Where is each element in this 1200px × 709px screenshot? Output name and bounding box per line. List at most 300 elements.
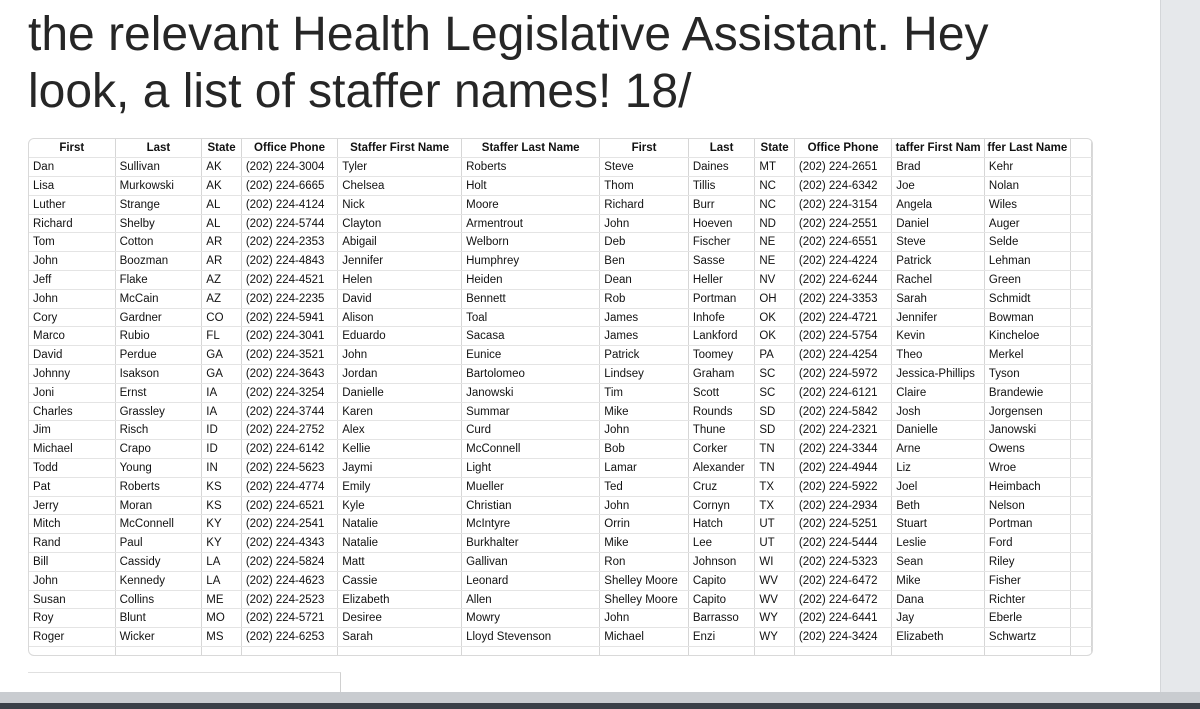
table-cell: WI [755, 553, 795, 572]
table-cell: Jorgensen [984, 402, 1070, 421]
page-side-gutter [1160, 0, 1200, 709]
table-cell: Rubio [115, 327, 202, 346]
table-cell-empty [241, 647, 337, 656]
table-cell: James [600, 327, 689, 346]
table-cell: Roberts [115, 477, 202, 496]
table-cell: (202) 224-6472 [794, 590, 891, 609]
table-cell: Danielle [338, 383, 462, 402]
table-cell: Tom [29, 233, 115, 252]
table-cell: Selde [984, 233, 1070, 252]
table-cell: WY [755, 628, 795, 647]
table-cell: IA [202, 383, 242, 402]
table-cell: (202) 224-4944 [794, 459, 891, 478]
table-cell: John [600, 214, 689, 233]
table-cell: (202) 224-6472 [794, 571, 891, 590]
table-cell-empty [115, 647, 202, 656]
table-cell: (202) 224-4774 [241, 477, 337, 496]
tweet-text-line-1: the relevant Health Legislative Assistant. Hey [28, 8, 989, 61]
table-cell: Rachel [892, 271, 985, 290]
table-cell: (202) 224-3004 [241, 158, 337, 177]
table-cell: Bowman [984, 308, 1070, 327]
table-row [29, 515, 1092, 534]
table-cell: Abigail [338, 233, 462, 252]
table-cell: ID [202, 421, 242, 440]
table-cell: Flake [115, 271, 202, 290]
table-cell: Eberle [984, 609, 1070, 628]
table-cell: TN [755, 459, 795, 478]
table-cell: GA [202, 346, 242, 365]
table-cell: Todd [29, 459, 115, 478]
table-row [29, 496, 1092, 515]
table-cell: Tyson [984, 365, 1070, 384]
table-cell: (202) 224-5842 [794, 402, 891, 421]
table-cell: Jay [892, 609, 985, 628]
column-header: State [202, 139, 242, 158]
table-cell: Susan [29, 590, 115, 609]
table-cell: Brad [892, 158, 985, 177]
table-cell: (202) 224-6521 [241, 496, 337, 515]
table-cell: WV [755, 590, 795, 609]
table-cell: Auger [984, 214, 1070, 233]
table-cell: Jaymi [338, 459, 462, 478]
table-cell: NE [755, 252, 795, 271]
table-cell: Clayton [338, 214, 462, 233]
table-cell: (202) 224-3344 [794, 440, 891, 459]
table-cell: Helen [338, 271, 462, 290]
staffer-table [29, 139, 1092, 656]
table-cell: Lamar [600, 459, 689, 478]
table-cell: Grassley [115, 402, 202, 421]
table-cell: Jerry [29, 496, 115, 515]
table-row [29, 477, 1092, 496]
table-cell-empty [1070, 609, 1091, 628]
table-cell: Emily [338, 477, 462, 496]
table-cell: Mike [600, 402, 689, 421]
table-cell: Ford [984, 534, 1070, 553]
table-cell: Arne [892, 440, 985, 459]
table-cell: Cassie [338, 571, 462, 590]
table-cell: SC [755, 383, 795, 402]
table-cell: McCain [115, 289, 202, 308]
table-cell: AL [202, 214, 242, 233]
table-row [29, 177, 1092, 196]
table-cell-empty [1070, 496, 1091, 515]
table-cell: Bill [29, 553, 115, 572]
table-cell: Steve [892, 233, 985, 252]
table-cell: Bob [600, 440, 689, 459]
table-cell: WY [755, 609, 795, 628]
table-cell: David [338, 289, 462, 308]
table-cell: (202) 224-2934 [794, 496, 891, 515]
table-cell: (202) 224-5972 [794, 365, 891, 384]
table-cell: Wiles [984, 195, 1070, 214]
table-cell: Crapo [115, 440, 202, 459]
table-cell: Lloyd Stevenson [462, 628, 600, 647]
table-cell: Heiden [462, 271, 600, 290]
table-cell: Stuart [892, 515, 985, 534]
table-cell: UT [755, 534, 795, 553]
table-cell-empty [1070, 346, 1091, 365]
table-cell-empty [1070, 534, 1091, 553]
table-cell: Mike [892, 571, 985, 590]
table-cell: AR [202, 233, 242, 252]
table-cell: David [29, 346, 115, 365]
table-cell: Rounds [688, 402, 755, 421]
table-cell: Sullivan [115, 158, 202, 177]
table-cell: Theo [892, 346, 985, 365]
table-cell: Kehr [984, 158, 1070, 177]
table-cell: (202) 224-3041 [241, 327, 337, 346]
table-cell: Chelsea [338, 177, 462, 196]
table-cell: KS [202, 477, 242, 496]
table-cell-empty [462, 647, 600, 656]
table-cell: Toomey [688, 346, 755, 365]
table-cell: Michael [600, 628, 689, 647]
table-cell: (202) 224-5824 [241, 553, 337, 572]
table-cell-empty [1070, 271, 1091, 290]
table-cell: Steve [600, 158, 689, 177]
table-row [29, 158, 1092, 177]
table-cell: TX [755, 496, 795, 515]
table-cell: Moore [462, 195, 600, 214]
table-cell: UT [755, 515, 795, 534]
table-cell: (202) 224-3424 [794, 628, 891, 647]
table-cell: Shelley Moore [600, 590, 689, 609]
table-cell: OH [755, 289, 795, 308]
table-cell: (202) 224-5323 [794, 553, 891, 572]
table-cell: Ted [600, 477, 689, 496]
window-bottom-strip [0, 703, 1200, 709]
table-cell-empty [1070, 440, 1091, 459]
table-cell: MO [202, 609, 242, 628]
table-cell: Sarah [892, 289, 985, 308]
table-cell: Thune [688, 421, 755, 440]
table-cell-empty [1070, 477, 1091, 496]
table-row-cut-off [29, 647, 1092, 656]
table-cell-empty [1070, 421, 1091, 440]
table-cell-empty [1070, 647, 1091, 656]
table-row [29, 628, 1092, 647]
table-cell: ND [755, 214, 795, 233]
table-cell: Bennett [462, 289, 600, 308]
table-cell: Burkhalter [462, 534, 600, 553]
table-cell: Cotton [115, 233, 202, 252]
table-cell-empty [1070, 365, 1091, 384]
table-cell: Capito [688, 590, 755, 609]
table-cell: Portman [688, 289, 755, 308]
table-cell: Daniel [892, 214, 985, 233]
table-row [29, 571, 1092, 590]
table-cell: Portman [984, 515, 1070, 534]
column-header: State [755, 139, 795, 158]
table-cell: AK [202, 177, 242, 196]
table-cell-empty [338, 647, 462, 656]
table-cell: Capito [688, 571, 755, 590]
table-cell: Richard [600, 195, 689, 214]
table-cell: (202) 224-5721 [241, 609, 337, 628]
table-cell: Cornyn [688, 496, 755, 515]
table-cell: Young [115, 459, 202, 478]
table-cell: Armentrout [462, 214, 600, 233]
table-cell: PA [755, 346, 795, 365]
table-cell: Natalie [338, 515, 462, 534]
table-cell: Beth [892, 496, 985, 515]
table-cell: Alison [338, 308, 462, 327]
table-cell: Green [984, 271, 1070, 290]
table-cell-empty [984, 647, 1070, 656]
table-cell: (202) 224-4521 [241, 271, 337, 290]
table-cell: (202) 224-4124 [241, 195, 337, 214]
table-cell: KY [202, 515, 242, 534]
table-cell: Jim [29, 421, 115, 440]
table-cell: Heller [688, 271, 755, 290]
table-row [29, 459, 1092, 478]
column-header-empty [1070, 139, 1091, 158]
column-header: Last [688, 139, 755, 158]
table-cell-empty [202, 647, 242, 656]
table-cell: Roy [29, 609, 115, 628]
table-cell: Richter [984, 590, 1070, 609]
column-header: taffer First Nam [892, 139, 985, 158]
table-cell: Leonard [462, 571, 600, 590]
table-cell: McConnell [462, 440, 600, 459]
table-cell: Liz [892, 459, 985, 478]
table-cell: Holt [462, 177, 600, 196]
table-row [29, 383, 1092, 402]
table-cell: (202) 224-6253 [241, 628, 337, 647]
table-cell: Merkel [984, 346, 1070, 365]
table-cell: Mike [600, 534, 689, 553]
table-cell: Lee [688, 534, 755, 553]
table-cell: KS [202, 496, 242, 515]
table-cell: Ernst [115, 383, 202, 402]
table-cell-empty [1070, 327, 1091, 346]
table-cell: Shelley Moore [600, 571, 689, 590]
table-cell: (202) 224-3643 [241, 365, 337, 384]
table-cell: Wroe [984, 459, 1070, 478]
table-cell: (202) 224-5623 [241, 459, 337, 478]
table-cell: Graham [688, 365, 755, 384]
table-cell: SD [755, 402, 795, 421]
table-cell: Dean [600, 271, 689, 290]
table-cell: Johnson [688, 553, 755, 572]
table-row [29, 421, 1092, 440]
table-cell: AK [202, 158, 242, 177]
table-row [29, 214, 1092, 233]
table-cell: Allen [462, 590, 600, 609]
table-cell: Daines [688, 158, 755, 177]
table-cell-empty [1070, 252, 1091, 271]
table-cell: Lisa [29, 177, 115, 196]
table-cell: Natalie [338, 534, 462, 553]
table-cell: LA [202, 571, 242, 590]
table-cell: ME [202, 590, 242, 609]
table-cell: Deb [600, 233, 689, 252]
table-cell: (202) 224-4224 [794, 252, 891, 271]
table-cell: Sasse [688, 252, 755, 271]
table-cell-empty [794, 647, 891, 656]
table-cell: (202) 224-6342 [794, 177, 891, 196]
table-cell: Alex [338, 421, 462, 440]
table-cell: Kellie [338, 440, 462, 459]
table-cell: (202) 224-6665 [241, 177, 337, 196]
table-cell: ID [202, 440, 242, 459]
table-cell: (202) 224-3154 [794, 195, 891, 214]
table-row [29, 590, 1092, 609]
table-row [29, 308, 1092, 327]
table-cell: (202) 224-4623 [241, 571, 337, 590]
table-cell: Fischer [688, 233, 755, 252]
table-cell: Schmidt [984, 289, 1070, 308]
table-cell-empty [755, 647, 795, 656]
table-cell: John [338, 346, 462, 365]
table-cell: Kevin [892, 327, 985, 346]
table-cell: AZ [202, 289, 242, 308]
table-row [29, 327, 1092, 346]
table-cell: (202) 224-2235 [241, 289, 337, 308]
table-cell: KY [202, 534, 242, 553]
table-cell: (202) 224-6551 [794, 233, 891, 252]
table-cell: Sacasa [462, 327, 600, 346]
table-cell: Jennifer [892, 308, 985, 327]
table-row [29, 440, 1092, 459]
table-cell: (202) 224-5744 [241, 214, 337, 233]
table-cell: Paul [115, 534, 202, 553]
table-cell: Josh [892, 402, 985, 421]
table-cell: NC [755, 177, 795, 196]
table-cell-empty [1070, 214, 1091, 233]
table-row [29, 553, 1092, 572]
table-cell: CO [202, 308, 242, 327]
table-cell: Patrick [600, 346, 689, 365]
table-cell: Patrick [892, 252, 985, 271]
table-cell-empty [1070, 515, 1091, 534]
table-cell: Cruz [688, 477, 755, 496]
table-cell: Alexander [688, 459, 755, 478]
table-cell: (202) 224-4843 [241, 252, 337, 271]
table-cell: TX [755, 477, 795, 496]
table-cell: MS [202, 628, 242, 647]
table-cell: Jeff [29, 271, 115, 290]
table-cell: Matt [338, 553, 462, 572]
table-cell: Murkowski [115, 177, 202, 196]
table-cell: Jordan [338, 365, 462, 384]
table-cell: Rob [600, 289, 689, 308]
table-cell-empty [1070, 402, 1091, 421]
table-cell: Elizabeth [892, 628, 985, 647]
table-cell: Ron [600, 553, 689, 572]
table-cell: Charles [29, 402, 115, 421]
page-divider [28, 672, 341, 693]
table-row [29, 252, 1092, 271]
table-row [29, 233, 1092, 252]
table-cell: (202) 224-5444 [794, 534, 891, 553]
table-cell: Kyle [338, 496, 462, 515]
table-cell: Corker [688, 440, 755, 459]
table-cell: Michael [29, 440, 115, 459]
table-cell: Inhofe [688, 308, 755, 327]
table-cell: (202) 224-6244 [794, 271, 891, 290]
table-row [29, 365, 1092, 384]
table-cell: Nolan [984, 177, 1070, 196]
tweet-text-line-2: look, a list of staffer names! 18/ [28, 65, 692, 118]
table-cell: Wicker [115, 628, 202, 647]
table-cell-empty [1070, 289, 1091, 308]
table-cell-empty [29, 647, 115, 656]
table-cell: Danielle [892, 421, 985, 440]
table-cell: Bartolomeo [462, 365, 600, 384]
table-cell: NC [755, 195, 795, 214]
table-cell: (202) 224-5754 [794, 327, 891, 346]
table-cell-empty [1070, 383, 1091, 402]
table-cell: Janowski [984, 421, 1070, 440]
table-cell-empty [1070, 459, 1091, 478]
table-cell: IA [202, 402, 242, 421]
column-header: First [29, 139, 115, 158]
table-cell: Barrasso [688, 609, 755, 628]
table-cell: (202) 224-2541 [241, 515, 337, 534]
table-cell: Owens [984, 440, 1070, 459]
table-cell: (202) 224-3744 [241, 402, 337, 421]
table-cell: Lankford [688, 327, 755, 346]
tweet-text [28, 6, 1148, 120]
table-cell-empty [1070, 308, 1091, 327]
table-cell: (202) 224-6121 [794, 383, 891, 402]
table-cell: Burr [688, 195, 755, 214]
table-cell: Enzi [688, 628, 755, 647]
table-cell: Jessica-Phillips [892, 365, 985, 384]
table-cell: Kincheloe [984, 327, 1070, 346]
table-cell-empty [600, 647, 689, 656]
table-cell: Dan [29, 158, 115, 177]
table-cell: Richard [29, 214, 115, 233]
table-row [29, 289, 1092, 308]
table-cell-empty [1070, 571, 1091, 590]
table-cell: (202) 224-6441 [794, 609, 891, 628]
table-cell: Nick [338, 195, 462, 214]
table-cell: Hatch [688, 515, 755, 534]
table-cell: Risch [115, 421, 202, 440]
table-cell: (202) 224-3521 [241, 346, 337, 365]
table-cell: Fisher [984, 571, 1070, 590]
table-cell: Moran [115, 496, 202, 515]
table-cell-empty [1070, 628, 1091, 647]
table-cell: Orrin [600, 515, 689, 534]
table-cell: Mowry [462, 609, 600, 628]
table-cell: Brandewie [984, 383, 1070, 402]
table-row [29, 195, 1092, 214]
table-cell: Sean [892, 553, 985, 572]
table-cell: Lehman [984, 252, 1070, 271]
table-cell: Desiree [338, 609, 462, 628]
table-cell: (202) 224-5941 [241, 308, 337, 327]
table-cell: Roger [29, 628, 115, 647]
table-cell: Gallivan [462, 553, 600, 572]
table-cell: Sarah [338, 628, 462, 647]
table-body [29, 158, 1092, 656]
table-cell: Ben [600, 252, 689, 271]
table-cell-empty [892, 647, 985, 656]
table-cell: Collins [115, 590, 202, 609]
table-cell: Johnny [29, 365, 115, 384]
column-header: Staffer Last Name [462, 139, 600, 158]
table-cell: Joni [29, 383, 115, 402]
column-header: First [600, 139, 689, 158]
table-cell: Claire [892, 383, 985, 402]
table-cell: (202) 224-5251 [794, 515, 891, 534]
table-cell: Thom [600, 177, 689, 196]
table-cell: (202) 224-3353 [794, 289, 891, 308]
